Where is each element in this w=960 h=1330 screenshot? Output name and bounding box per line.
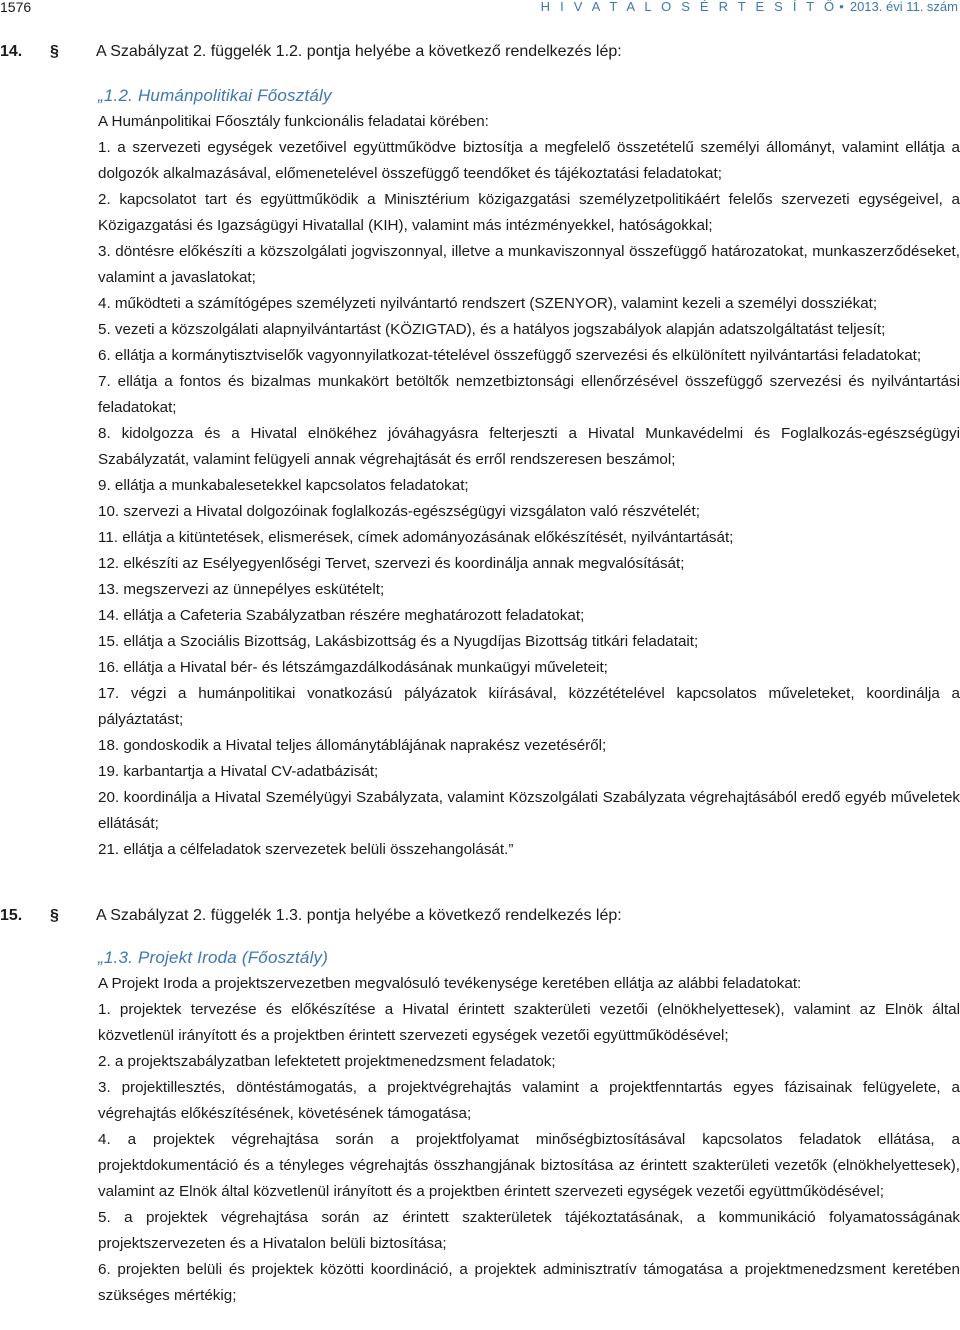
section-14-text: A Szabályzat 2. függelék 1.2. pontja helyébe a következő rendelkezés lép: [96,43,622,60]
list-item: 3. projektillesztés, döntéstámogatás, a projektvégrehajtás valamint a projektfenntartás egyes fázisainak felügyelete, a végrehajtás előkészítésének, követésének támogatása; [98,1079,960,1122]
section-14-heading: „1.2. Humánpolitikai Főosztály [98,86,332,105]
list-item: 18. gondoskodik a Hivatal teljes állománytáblájának naprakész vezetéséről; [98,737,607,754]
list-item: 10. szervezi a Hivatal dolgozóinak foglalkozás-egészségügyi vizsgálaton való részvételét; [98,503,700,520]
list-item: 16. ellátja a Hivatal bér- és létszámgazdálkodásának munkaügyi műveleteit; [98,659,608,676]
list-item: 9. ellátja a munkabalesetekkel kapcsolatos feladatokat; [98,477,469,494]
list-item: 7. ellátja a fontos és bizalmas munkakört betöltők nemzetbiztonsági ellenőrzésével összefüggő szervezési és nyilvántartási feladatokat; [98,373,960,416]
section-15-heading: „1.3. Projekt Iroda (Főosztály) [98,948,329,967]
page-number: 1576 [0,0,32,15]
section-14-intro: A Humánpolitikai Főosztály funkcionális feladatai körében: [98,113,489,130]
page-header [0,0,960,22]
list-item: 11. ellátja a kitüntetések, elismerések, címek adományozásának előkészítését, nyilvántartását; [98,529,734,546]
section-15-number: 15. [0,907,23,924]
issue-number: 2013. évi 11. szám [849,0,958,14]
list-item: 6. projekten belüli és projektek közötti koordináció, a projektek adminisztratív támogatása a projektmenedzsment keretében szükséges mértékig; [98,1261,960,1304]
list-item: 14. ellátja a Cafeteria Szabályzatban részére meghatározott feladatokat; [98,607,585,624]
section-15-sign: § [50,907,59,924]
section-15-intro: A Projekt Iroda a projektszervezetben megvalósuló tevékenysége keretében ellátja az alábbi feladatokat: [98,975,802,992]
list-item: 2. a projektszabályzatban lefektetett projektmenedzsment feladatok; [98,1053,556,1070]
list-item: 15. ellátja a Szociális Bizottság, Lakásbizottság és a Nyugdíjas Bizottság titkári feladatait; [98,633,699,650]
list-item: 5. a projektek végrehajtása során az érintett szakterületek tájékoztatásának, a kommunikáció folyamatosságának projektszervezeten és a Hivatalon belüli biztosítása; [98,1209,960,1252]
section-15-text: A Szabályzat 2. függelék 1.3. pontja helyébe a következő rendelkezés lép: [96,907,622,924]
list-item: 20. koordinálja a Hivatal Személyügyi Szabályzata, valamint Közszolgálati Szabályzata végrehajtásából eredő egyéb műveletek ellátását; [98,789,960,832]
list-item: 5. vezeti a közszolgálati alapnyilvántartást (KÖZIGTAD), és a hatályos jogszabályok alapján adatszolgáltatást teljesít; [98,321,886,338]
section-15-body [98,945,960,1309]
section-14-body [98,83,960,863]
journal-title: H I V A T A L O S É R T E S Í T Ő [540,0,838,14]
list-item: 2. kapcsolatot tart és együttműködik a Minisztérium közigazgatási személyzetpolitikáért felelős szervezeti egységeivel, a Közigazgatási és Igazságügyi Hivatallal (KIH), valamint más intézményekkel, hatóságokkal; [98,191,960,234]
list-item: 6. ellátja a kormánytisztviselők vagyonnyilatkozat-tételével összefüggő szervezési és elkülönített nyilvántartási feladatokat; [98,347,922,364]
list-item: 1. a szervezeti egységek vezetőivel együttműködve biztosítja a megfelelő összetételű személyi állományt, valamint ellátja a dolgozók alkalmazásával, előmenetelével összefüggő teendőket és tájékoztatási feladatokat; [98,139,960,182]
running-title [541,0,958,14]
list-item: 13. megszervezi az ünnepélyes eskütételt; [98,581,385,598]
bullet-icon: • [839,0,844,14]
list-item: 3. döntésre előkészíti a közszolgálati jogviszonnyal, illetve a munkaviszonnyal összefüggő határozatokat, munkaszerződéseket, valamint a javaslatokat; [98,243,960,286]
section-14-line [0,42,622,62]
section-14-number: 14. [0,43,23,60]
list-item: 4. működteti a számítógépes személyzeti nyilvántartó rendszert (SZENYOR), valamint kezeli a személyi dossziékat; [98,295,878,312]
list-item: 21. ellátja a célfeladatok szervezetek belüli összehangolását.” [98,841,514,858]
section-14-sign: § [50,43,59,60]
list-item: 8. kidolgozza és a Hivatal elnökéhez jóváhagyásra felterjeszti a Hivatal Munkavédelmi és Foglalkozás-egészségügyi Szabályzatát, valamint felügyeli annak végrehajtását és erről rendszeresen beszámol; [98,425,960,468]
list-item: 19. karbantartja a Hivatal CV-adatbázisát; [98,763,379,780]
section-15-line [0,906,622,926]
list-item: 12. elkészíti az Esélyegyenlőségi Tervet, szervezi és koordinálja annak megvalósítását; [98,555,685,572]
list-item: 17. végzi a humánpolitikai vonatkozású pályázatok kiírásával, közzétételével kapcsolatos műveleteket, koordinálja a pályáztatást; [98,685,960,728]
list-item: 4. a projektek végrehajtása során a projektfolyamat minőségbiztosításával kapcsolatos feladatok ellátása, a projektdokumentáció és a tényleges végrehajtás összhangjának biztosítása az érintett szakterületi vezetők (elnökhelyettesek), valamint az Elnök által közvetlenül irányított és a projektben érintett szervezeti egységek vezetői együttműködésével; [98,1131,960,1200]
list-item: 1. projektek tervezése és előkészítése a Hivatal érintett szakterületi vezetői (elnökhelyettesek), valamint az Elnök által közvetlenül irányított és a projektben érintett szervezeti egységek vezetői együttműködésével; [98,1001,960,1044]
